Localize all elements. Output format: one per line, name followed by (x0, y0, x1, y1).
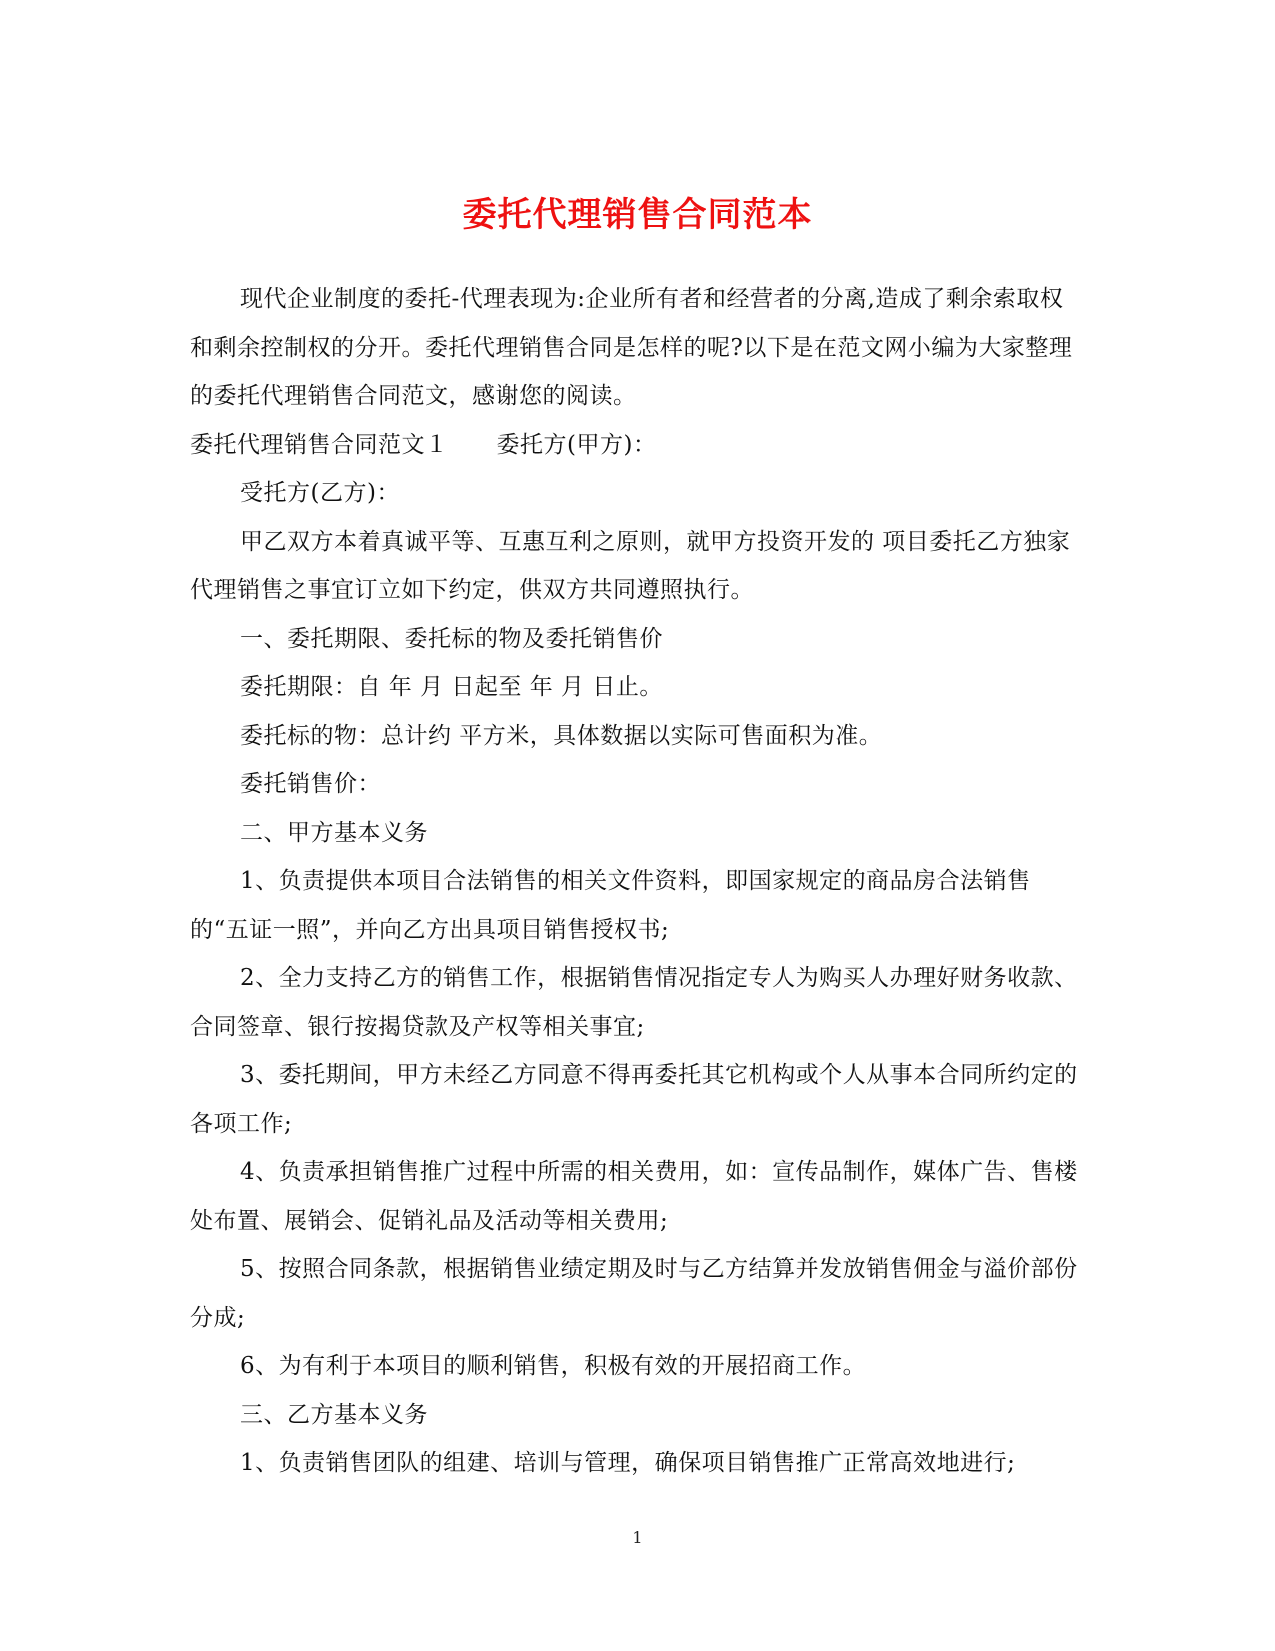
section-1-item: 委托销售价： (240, 771, 381, 797)
section-2-item: 4、负责承担销售推广过程中所需的相关费用，如：宣传品制作，媒体广告、售楼处布置、展销会、促销礼品及活动等相关费用; (190, 1159, 1078, 1234)
preamble-paragraph: 甲乙双方本着真诚平等、互惠互利之原则，就甲方投资开发的 项目委托乙方独家代理销售之事宜订立如下约定，供双方共同遵照执行。 (190, 528, 1071, 603)
page-number: 1 (632, 1528, 643, 1547)
section-3-title: 三、乙方基本义务 (240, 1401, 428, 1428)
section-2-item: 3、委托期间，甲方未经乙方同意不得再委托其它机构或个人从事本合同所约定的各项工作; (190, 1062, 1078, 1137)
sample-heading-line (190, 421, 1080, 470)
sample-heading: 委托代理销售合同范文１ (190, 431, 449, 458)
section-1-title: 一、委托期限、委托标的物及委托销售价 (240, 625, 663, 652)
section-1-item: 委托期限：自 年 月 日起至 年 月 日止。 (240, 674, 663, 700)
document-title: 委托代理销售合同范本 (462, 194, 813, 235)
section-3-item: 1、负责销售团队的组建、培训与管理，确保项目销售推广正常高效地进行; (240, 1450, 1016, 1476)
party-b-label: 受托方(乙方)： (240, 480, 400, 506)
section-1-item: 委托标的物：总计约 平方米，具体数据以实际可售面积为准。 (240, 722, 883, 749)
section-2-item: 1、负责提供本项目合法销售的相关文件资料，即国家规定的商品房合法销售的“五证一照”，并向乙方出具项目销售授权书; (190, 868, 1031, 943)
section-2-item: 5、按照合同条款，根据销售业绩定期及时与乙方结算并发放销售佣金与溢价部份分成; (190, 1256, 1078, 1331)
section-2-title: 二、甲方基本义务 (240, 819, 428, 846)
intro-paragraph: 现代企业制度的委托-代理表现为:企业所有者和经营者的分离,造成了剩余索取权和剩余控制权的分开。委托代理销售合同是怎样的呢?以下是在范文网小编为大家整理的委托代理销售合同范文，感谢您的阅读。 (190, 286, 1073, 409)
section-2-item: 2、全力支持乙方的销售工作，根据销售情况指定专人为购买人办理好财务收款、合同签章、银行按揭贷款及产权等相关事宜; (190, 965, 1078, 1040)
section-2-item: 6、为有利于本项目的顺利销售，积极有效的开展招商工作。 (240, 1353, 867, 1379)
party-a-label: 委托方(甲方)： (496, 431, 657, 458)
document-body (190, 275, 1080, 1488)
